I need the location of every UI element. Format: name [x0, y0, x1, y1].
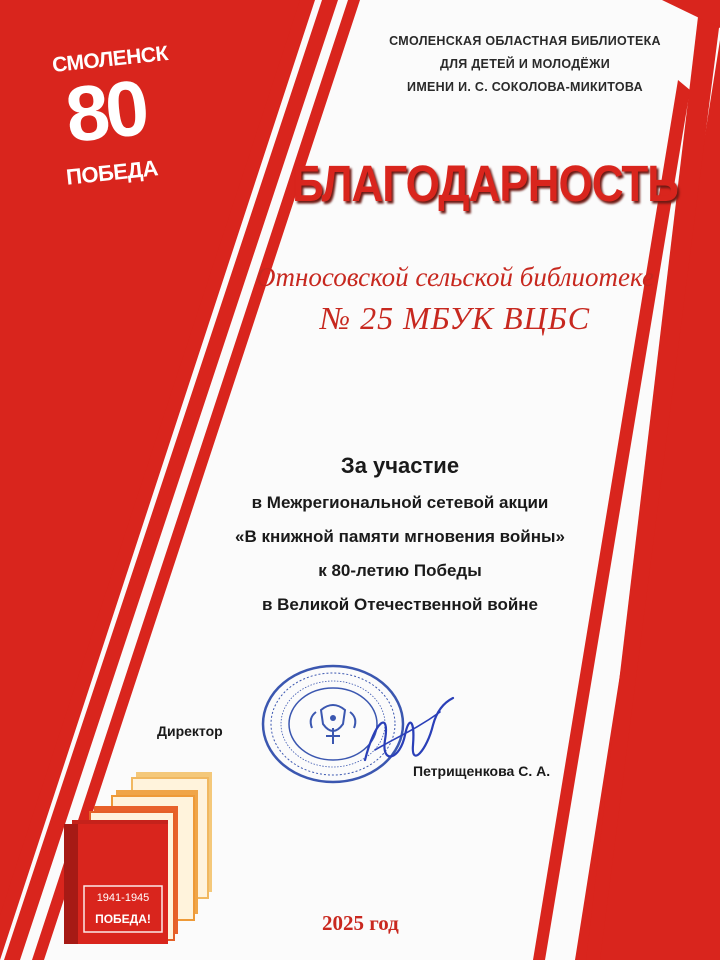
recipient-line-1: Относовской сельской библиотеке: [256, 262, 654, 292]
signer-position: Директор: [157, 723, 223, 739]
body-heading: За участие: [340, 453, 460, 478]
body-line-1: в Межрегиональной сетевой акции: [251, 493, 549, 512]
org-line-1: СМОЛЕНСКАЯ ОБЛАСТНАЯ БИБЛИОТЕКА: [389, 34, 661, 48]
smolensk-80-victory-logo: [44, 42, 174, 192]
body-line-4: в Великой Отечественной войне: [261, 595, 539, 614]
logo-city: СМОЛЕНСК: [51, 41, 169, 78]
book-cover-years: 1941-1945: [96, 892, 150, 904]
body-line-3: к 80-летию Победы: [318, 561, 482, 580]
certificate-body: [180, 448, 620, 622]
logo-number: 80: [61, 63, 150, 159]
organization-name: [375, 30, 675, 99]
recipient-line-2: № 25 МБУК ВЦБС: [319, 300, 591, 336]
books-illustration: [64, 766, 234, 946]
certificate-year: 2025 год: [322, 911, 399, 935]
body-line-2: «В книжной памяти мгновения войны»: [235, 527, 565, 546]
certificate-title: БЛАГОДАРНОСТЬ: [292, 156, 678, 213]
signer-name: Петрищенкова С. А.: [413, 763, 551, 779]
recipient-block: [240, 258, 670, 340]
org-line-3: ИМЕНИ И. С. СОКОЛОВА-МИКИТОВА: [407, 80, 643, 94]
logo-word: ПОБЕДА: [64, 155, 159, 190]
book-cover-label: ПОБЕДА!: [95, 912, 151, 926]
org-line-2: ДЛЯ ДЕТЕЙ И МОЛОДЁЖИ: [440, 57, 610, 71]
